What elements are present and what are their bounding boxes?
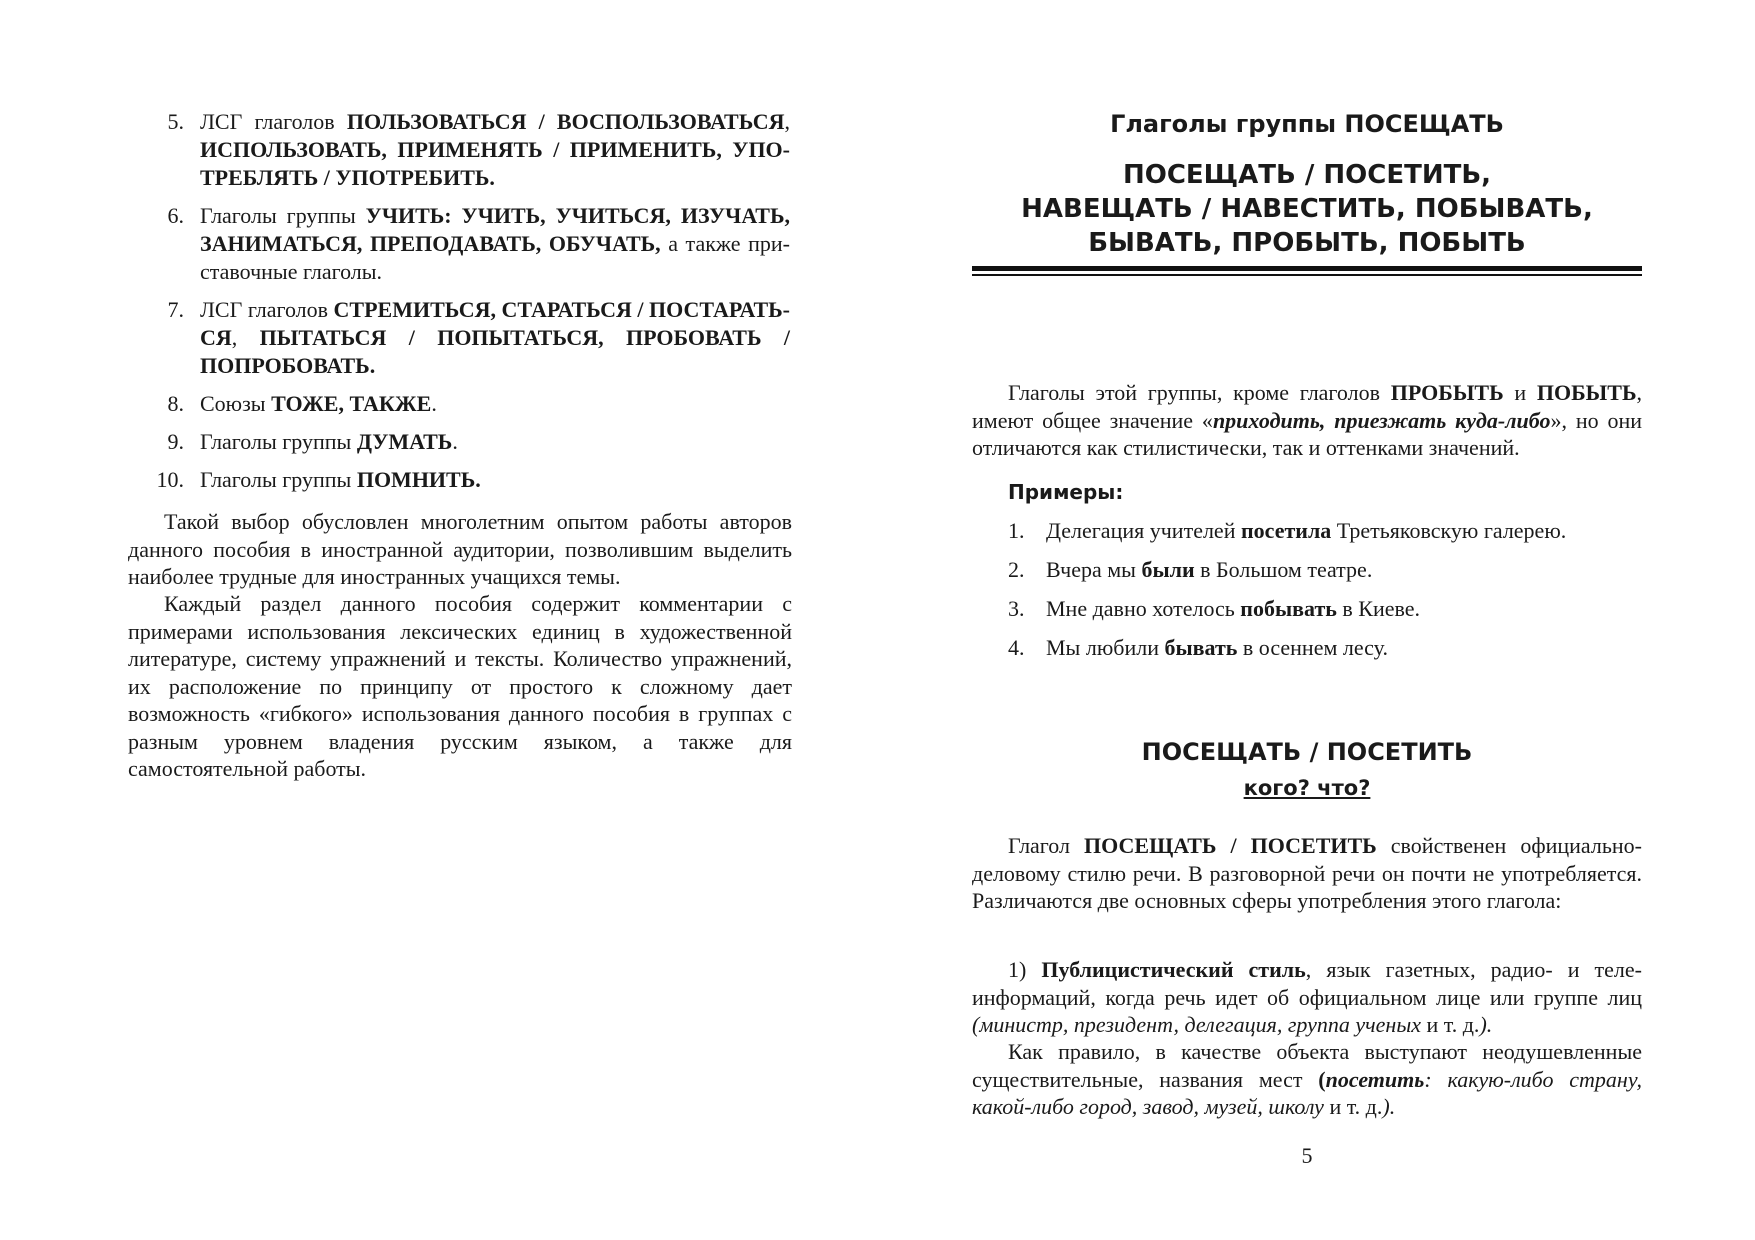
list-item: 9. Глаголы группы ДУМАТЬ.: [167, 429, 458, 454]
intro-paragraph: Глаголы этой группы, кроме глаголов ПРОБЫТЬ и ПОБЫТЬ, имеют общее значение «приходить, приезжать куда-либо», но они отличаются как стилистически, так и оттенками значений.: [972, 380, 1642, 460]
title-divider-thick: [972, 266, 1642, 271]
title-divider-thin: [972, 274, 1642, 276]
object-paragraph: Как правило, в качестве объекта выступают неодушевленные существительные, названия мест (посетить: какую-либо страну, какой-либо город, завод, музей, школу и т. д.).: [972, 1039, 1642, 1119]
publicistic-style-paragraph: 1) Публицистический стиль, язык газетных, радио- и телеинформаций, когда речь идет об официальном лице или группе лиц (министр, президент, делегация, группа ученых и т. д.).: [972, 957, 1642, 1037]
list-item: 8. Союзы ТОЖЕ, ТАКЖЕ.: [167, 391, 437, 416]
list-item: 4. Мы любили бывать в осеннем лесу.: [1008, 635, 1388, 660]
subsection-title: ПОСЕЩАТЬ / ПОСЕТИТЬ: [1141, 738, 1473, 766]
topics-list: [150, 108, 790, 504]
right-page: [877, 0, 1755, 1240]
list-item: 3. Мне давно хотелось побывать в Киеве.: [1008, 596, 1421, 621]
paragraph-section-structure: Каждый раздел данного пособия содержит комментарии с примерами использования лексических единиц в художественной литературе, систему упражнений и тексты. Количество упражнений, их расположение по принципу от простого к сложному дает возможность «гибкого» использования данного пособия в группах с разным уровнем владения русским языком, а также для самостоятельной работы.: [128, 591, 792, 781]
left-page: [0, 0, 877, 1240]
list-item: 6. Глаголы группы УЧИТЬ: УЧИТЬ, УЧИТЬСЯ, ИЗУЧАТЬ, ЗАНИМАТЬСЯ, ПРЕПОДАВАТЬ, ОБУЧАТЬ, а также приставочные глаголы.: [167, 203, 790, 284]
subsection-question: кого? что?: [1243, 776, 1371, 800]
verb-usage-paragraph: Глагол ПОСЕЩАТЬ / ПОСЕТИТЬ свойственен официально-деловому стилю речи. В разговорной речи он почти не употребляется. Различаются две основных сферы употребления этого глагола:: [972, 833, 1642, 913]
list-item: 2. Вчера мы были в Большом театре.: [1008, 557, 1373, 582]
examples-label: Примеры:: [1008, 480, 1124, 504]
section-title: Глаголы группы ПОСЕЩАТЬ: [1110, 110, 1504, 138]
verbs-title: ПОСЕЩАТЬ / ПОСЕТИТЬ, НАВЕЩАТЬ / НАВЕСТИТЬ, ПОБЫВАТЬ, БЫВАТЬ, ПРОБЫТЬ, ПОБЫТЬ: [1021, 160, 1593, 258]
paragraph-selection-reason: Такой выбор обусловлен многолетним опытом работы авторов данного пособия в иностранной аудитории, позволившим выделить наиболее трудные для иностранных учащихся темы.: [128, 509, 792, 589]
list-item: 1. Делегация учителей посетила Третьяковскую галерею.: [1008, 518, 1567, 543]
list-item: 10. Глаголы группы ПОМНИТЬ.: [156, 467, 481, 492]
examples-list: [1008, 517, 1638, 673]
list-item: 5. ЛСГ глаголов ПОЛЬЗОВАТЬСЯ / ВОСПОЛЬЗОВАТЬСЯ, ИСПОЛЬЗОВАТЬ, ПРИМЕНЯТЬ / ПРИМЕНИТЬ, УПОТРЕБЛЯТЬ / УПОТРЕБИТЬ.: [167, 109, 791, 190]
list-item: 7. ЛСГ глаголов СТРЕМИТЬСЯ, СТАРАТЬСЯ / ПОСТАРАТЬСЯ, ПЫТАТЬСЯ / ПОПЫТАТЬСЯ, ПРОБОВАТЬ / ПОПРОБОВАТЬ.: [167, 297, 790, 378]
page-number: 5: [1301, 1143, 1313, 1168]
